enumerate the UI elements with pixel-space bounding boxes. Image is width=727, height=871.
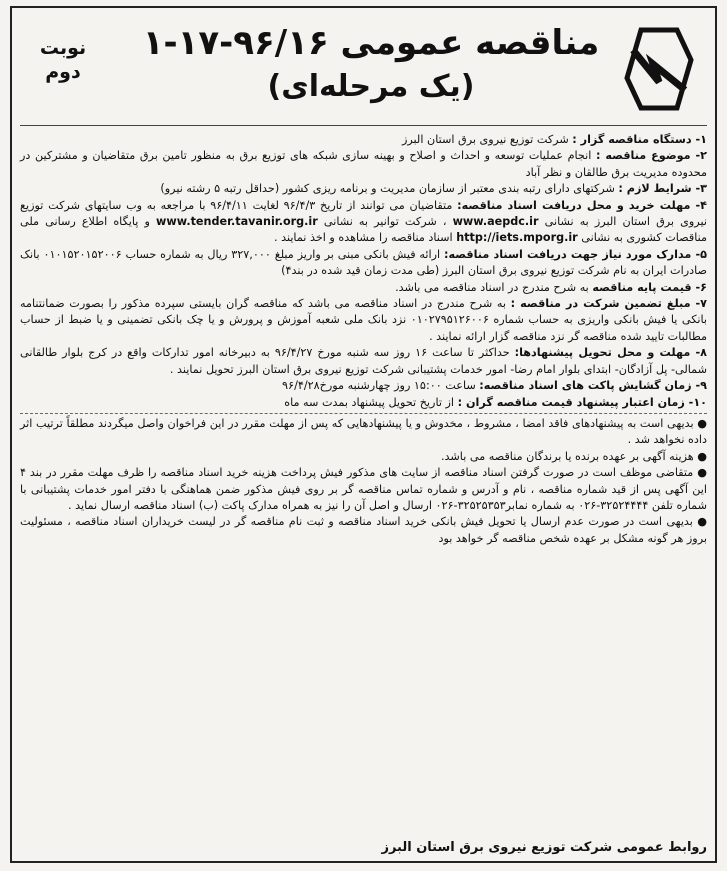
- note-4: ● بدیهی است در صورت عدم ارسال یا تحویل فیش بانکی خرید اسناد مناقصه و ثبت نام مناقصه گر در لیست خریداران اسناد مناقصه ، مسئولیت بروز هر گونه مشکل بر عهده شخص مناقصه گر خواهد بود: [20, 515, 707, 545]
- notice-subtitle: (یک مرحله‌ای): [267, 69, 475, 104]
- item-1: ۱- دستگاه مناقصه گزار : شرکت توزیع نیروی برق استان البرز: [401, 133, 707, 146]
- note-3: ● متقاضی موظف است در صورت گرفتن اسناد مناقصه از سایت های مذکور فیش پرداخت هزینه خرید اسناد مناقصه را ظرف مهلت مقرر در بند ۴ این آگهی پس از قید شماره مناقصه ، نام و آدرس و شماره تماس مناقصه گر بر روی فیش مذکور ضمن هماهنگی با دفتر امور خدمات پشتیبانی با شماره تلفن ۳۲۵۲۴۴۴۴-۰۲۶ به شماره نمابر۳۲۵۲۵۳۵۳-۰۲۶ ارسال و اصل آن را نیز به همراه مدارک پاکت (ب) اسناد مناقصه ارسال نماید .: [20, 466, 707, 512]
- item-7: ۷- مبلغ تضمین شرکت در مناقصه : به شرح مندرج در اسناد مناقصه می باشد که مناقصه گران بایستی سپرده مذکور را بصورت ضمانتنامه بانکی یا فیش بانکی واریزی به حساب شماره ۰۱۰۲۷۹۵۱۲۶۰۰۶ نزد بانک ملی شعبه آموزش و پرورش و یا چک بانکی تضمینی و یا ضبط از حساب مطالبات تایید شده مناقصه گر نزد مناقصه گزار ارائه نمایند .: [20, 297, 708, 343]
- notice-body: [20, 126, 707, 547]
- url-tavanir[interactable]: www.tender.tavanir.org.ir: [156, 215, 318, 229]
- footer-signature: روابط عمومی شرکت توزیع نیروی برق استان البرز: [381, 840, 707, 855]
- url-iets[interactable]: http://iets.mporg.ir: [456, 231, 578, 245]
- company-logo: [619, 24, 699, 114]
- item-2: ۲- موضوع مناقصه : انجام عملیات توسعه و احداث و اصلاح و بهینه سازی شبکه های توزیع برق به منظور تامین برق متقاضیان و مشترکین در محدوده مدیریت برق طالقان و نظر آباد: [20, 149, 707, 179]
- note-2: ● هزینه آگهی بر عهده برنده یا برندگان مناقصه می باشد.: [441, 449, 707, 463]
- note-1: ● بدیهی است به پیشنهادهای فاقد امضا ، مشروط ، مخدوش و یا پیشنهادهایی که پس از مهلت مقرر در این فراخوان واصل میگردند مطلقاً ترتیب اثر داده نخواهد شد .: [20, 416, 707, 447]
- url-aepdc[interactable]: www.aepdc.ir: [452, 215, 539, 229]
- item-5: ۵- مدارک مورد نیاز جهت دریافت اسناد مناقصه: ارائه فیش بانکی مبنی بر واریز مبلغ ۳۲۷,۰۰۰ ریال به شماره حساب ۰۱۰۱۵۲۰۱۵۲۰۰۶ بانک صادرات ایران به نام شرکت توزیع نیروی برق استان البرز (طی مدت زمان قید شده در بند۴): [20, 247, 707, 278]
- item-9: ۹- زمان گشایش پاکت های اسناد مناقصه: ساعت ۱۵:۰۰ روز چهارشنبه مورخ۹۶/۴/۲۸: [282, 379, 707, 393]
- item-6: ۶- قیمت پایه مناقصه به شرح مندرج در اسناد مناقصه می باشد.: [395, 280, 707, 294]
- header: [20, 14, 707, 126]
- divider: [20, 413, 707, 414]
- item-8: ۸- مهلت و محل تحویل پیشنهادها: حداکثر تا ساعت ۱۶ روز سه شنبه مورخ ۹۶/۴/۲۷ به دبیرخانه امور تدارکات واقع در کرج بلوار طالقانی شمالی- پل آزادگان- ابتدای بلوار امام رضا- امور خدمات پشتیبانی شرکت توزیع نیروی برق استان البرز تحویل نمایند .: [20, 346, 708, 376]
- item-10: ۱۰- زمان اعتبار پیشنهاد قیمت مناقصه گران : از تاریخ تحویل پیشنهاد بمدت سه ماه: [284, 395, 707, 409]
- notice-frame: [10, 6, 717, 863]
- round-badge: [28, 36, 98, 84]
- notice-title: مناقصه عمومی ۹۶/۱۶-۱۷-۱: [142, 23, 600, 63]
- item-4: ۴- مهلت خرید و محل دریافت اسناد مناقصه: متقاضیان می توانند از تاریخ ۹۶/۴/۳ لغایت ۹۶/۴/۱۱ با مراجعه به وب سایتهای شرکت توزیع نیروی برق استان البرز به نشانی www.aepdc.ir ، شرکت توانیر به نشانی www.tender.tavanir.org.ir و پایگاه اطلاع رسانی ملی مناقصات کشوری به نشانی http://iets.mporg.ir اسناد مناقصه را مشاهده و اخذ نمایند .: [20, 198, 708, 245]
- round-label-1: نوبت: [39, 37, 87, 59]
- item-3: ۳- شرایط لازم : شرکتهای دارای رتبه بندی معتبر از سازمان مدیریت و برنامه ریزی کشور (حداقل رتبه ۵ رشته نیرو): [160, 182, 707, 196]
- round-label-2: دوم: [45, 61, 81, 83]
